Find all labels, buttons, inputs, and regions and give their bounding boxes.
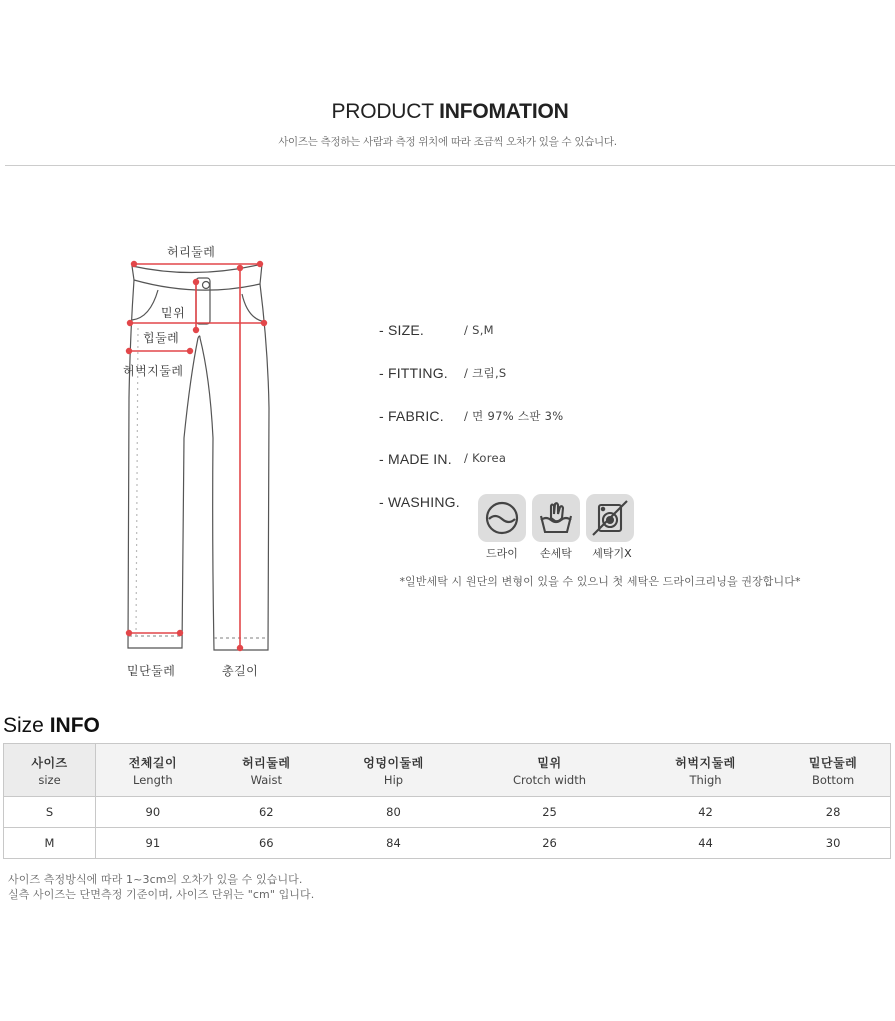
col-size-ko: 사이즈 [31, 755, 68, 770]
col-length [96, 744, 210, 797]
cell-hip: 80 [323, 797, 464, 828]
spec-size-value: / S,M [464, 323, 494, 337]
note-line-1: 사이즈 측정방식에 따라 1~3cm의 오차가 있을 수 있습니다. [8, 873, 303, 886]
cell-thigh: 44 [635, 828, 776, 859]
cell-size: S [4, 797, 96, 828]
spec-fitting-label: - FITTING. [379, 365, 448, 381]
table-row [4, 797, 891, 828]
col-thigh-ko: 허벅지둘레 [675, 755, 736, 770]
col-crotch-ko: 밑위 [537, 755, 562, 770]
cell-crotch: 25 [464, 797, 635, 828]
title-light: PRODUCT [331, 100, 440, 123]
no-machine-wash-icon [586, 494, 634, 542]
length-label: 총길이 [222, 664, 259, 678]
wash-label-machine: 세탁기X [592, 547, 632, 560]
cell-thigh: 42 [635, 797, 776, 828]
thigh-label: 허벅지둘레 [123, 364, 184, 378]
col-waist-en: Waist [250, 772, 282, 787]
col-thigh-en: Thigh [689, 772, 722, 787]
hip-label: 힙둘레 [143, 331, 180, 345]
size-title-bold: INFO [49, 714, 100, 737]
col-hip-ko: 엉덩이둘레 [363, 755, 424, 770]
size-table [3, 743, 891, 859]
cell-hip: 84 [323, 828, 464, 859]
col-bottom [776, 744, 890, 797]
rise-label: 밑위 [161, 306, 186, 320]
spec-washing-label: - WASHING. [379, 494, 460, 510]
spec-made-value: / Korea [464, 451, 507, 465]
cell-length: 91 [96, 828, 210, 859]
cell-waist: 62 [210, 797, 323, 828]
table-header-row [4, 744, 891, 797]
spec-fitting-value: / 크림,S [464, 366, 507, 380]
spec-size-label: - SIZE. [379, 322, 424, 338]
col-waist [210, 744, 323, 797]
note-line-2: 실측 사이즈는 단면측정 기준이며, 사이즈 단위는 "cm" 입니다. [8, 888, 315, 901]
col-crotch-en: Crotch width [513, 772, 587, 787]
spec-fabric-label: - FABRIC. [379, 408, 444, 424]
col-length-en: Length [133, 772, 173, 787]
wash-label-dry: 드라이 [486, 547, 518, 560]
col-hip-en: Hip [383, 772, 404, 787]
cell-length: 90 [96, 797, 210, 828]
waist-label: 허리둘레 [167, 245, 216, 259]
col-bottom-en: Bottom [812, 772, 855, 787]
table-row [4, 828, 891, 859]
pants-illustration [110, 238, 300, 688]
spec-made-label: - MADE IN. [379, 451, 452, 467]
col-size [4, 744, 96, 797]
size-title-light: Size [3, 714, 50, 737]
page-title [0, 100, 895, 124]
spec-fabric-value: / 면 97% 스판 3% [464, 409, 564, 423]
cell-size: M [4, 828, 96, 859]
col-thigh [635, 744, 776, 797]
col-crotch [464, 744, 635, 797]
cell-crotch: 26 [464, 828, 635, 859]
cell-bottom: 28 [776, 797, 890, 828]
size-info-title [3, 714, 100, 738]
col-waist-ko: 허리둘레 [242, 755, 291, 770]
col-hip [323, 744, 464, 797]
divider [5, 165, 895, 166]
title-bold: INFOMATION [439, 100, 569, 123]
col-bottom-ko: 밑단둘레 [808, 755, 858, 770]
washing-note: *일반세탁 시 원단의 변형이 있을 수 있으니 첫 세탁은 드라이크리닝을 권장합니다* [399, 575, 801, 588]
hand-wash-icon [532, 494, 580, 542]
page-subtitle: 사이즈는 측정하는 사람과 측정 위치에 따라 조금씩 오차가 있을 수 있습니다. [278, 136, 617, 148]
col-length-ko: 전체길이 [128, 755, 178, 770]
dry-clean-icon [478, 494, 526, 542]
hem-label: 밑단둘레 [127, 664, 176, 678]
wash-label-hand: 손세탁 [540, 547, 572, 560]
col-size-en: size [38, 772, 61, 787]
cell-waist: 66 [210, 828, 323, 859]
pants-diagram [110, 238, 300, 688]
cell-bottom: 30 [776, 828, 890, 859]
